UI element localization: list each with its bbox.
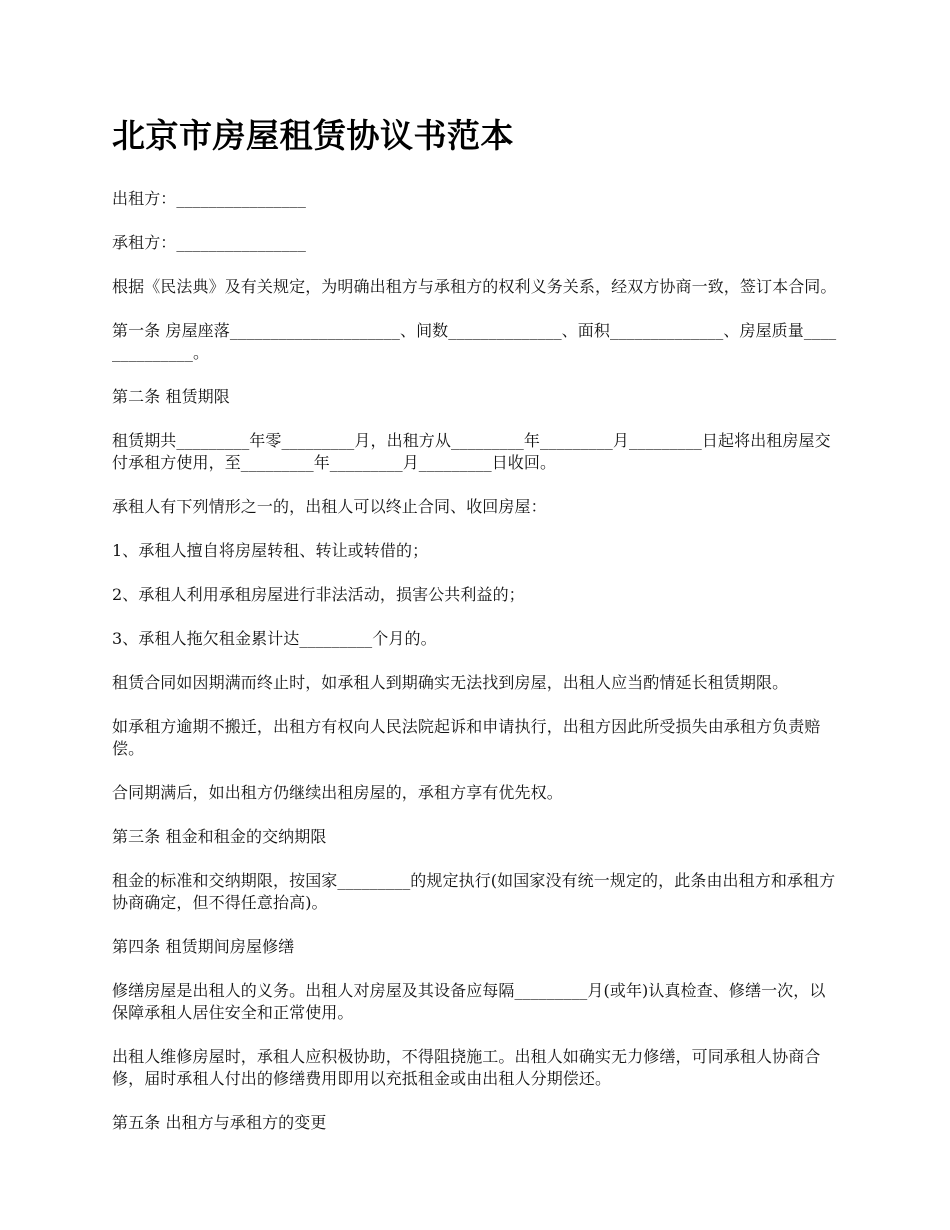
article-2-heading: 第二条 租赁期限 bbox=[112, 387, 230, 406]
termination-item-1: 1、承租人擅自将房屋转租、转让或转借的； bbox=[112, 541, 429, 560]
rent-standard-paragraph: 租金的标准和交纳期限，按国家_________的规定执行(如国家没有统一规定的，此条由出租方和承租方协商确定，但不得任意抬高)。 bbox=[112, 871, 836, 912]
article-5-heading: 第五条 出租方与承租方的变更 bbox=[112, 1113, 327, 1132]
termination-intro-paragraph: 承租人有下列情形之一的，出租人可以终止合同、收回房屋： bbox=[112, 497, 547, 516]
article-3-heading: 第三条 租金和租金的交纳期限 bbox=[112, 827, 327, 846]
article-1-paragraph: 第一条 房屋座落_____________________、间数______________、面积______________、房屋质量______________。 bbox=[112, 321, 837, 362]
document-page bbox=[112, 112, 840, 1156]
expiry-extension-paragraph: 租赁合同如因期满而终止时，如承租人到期确实无法找到房屋，出租人应当酌情延长租赁期限。 bbox=[112, 673, 789, 692]
lessee-line: 承租方：________________ bbox=[112, 233, 306, 252]
repair-cooperation-paragraph: 出租人维修房屋时，承租人应积极协助，不得阻挠施工。出租人如确实无力修缮，可同承租人协商合修，届时承租人付出的修缮费用即用以充抵租金或由出租人分期偿还。 bbox=[112, 1047, 821, 1088]
lease-term-paragraph: 租赁期共_________年零_________月，出租方从_________年_________月_________日起将出租房屋交付承租方使用，至_________年_________月_________日收回。 bbox=[112, 431, 831, 472]
priority-right-paragraph: 合同期满后，如出租方仍继续出租房屋的，承租方享有优先权。 bbox=[112, 783, 563, 802]
eviction-paragraph: 如承租方逾期不搬迁，出租方有权向人民法院起诉和申请执行，出租方因此所受损失由承租方负责赔偿。 bbox=[112, 717, 821, 758]
document-title: 北京市房屋租赁协议书范本 bbox=[112, 116, 514, 155]
lessor-line: 出租方：________________ bbox=[112, 189, 306, 208]
termination-item-3: 3、承租人拖欠租金累计达_________个月的。 bbox=[112, 629, 437, 648]
termination-item-2: 2、承租人利用承租房屋进行非法活动，损害公共利益的； bbox=[112, 585, 525, 604]
preamble-paragraph: 根据《民法典》及有关规定，为明确出租方与承租方的权利义务关系，经双方协商一致，签订本合同。 bbox=[112, 277, 837, 296]
article-4-heading: 第四条 租赁期间房屋修缮 bbox=[112, 937, 295, 956]
repair-duty-paragraph: 修缮房屋是出租人的义务。出租人对房屋及其设备应每隔_________月(或年)认真检查、修缮一次，以保障承租人居住安全和正常使用。 bbox=[112, 981, 826, 1022]
